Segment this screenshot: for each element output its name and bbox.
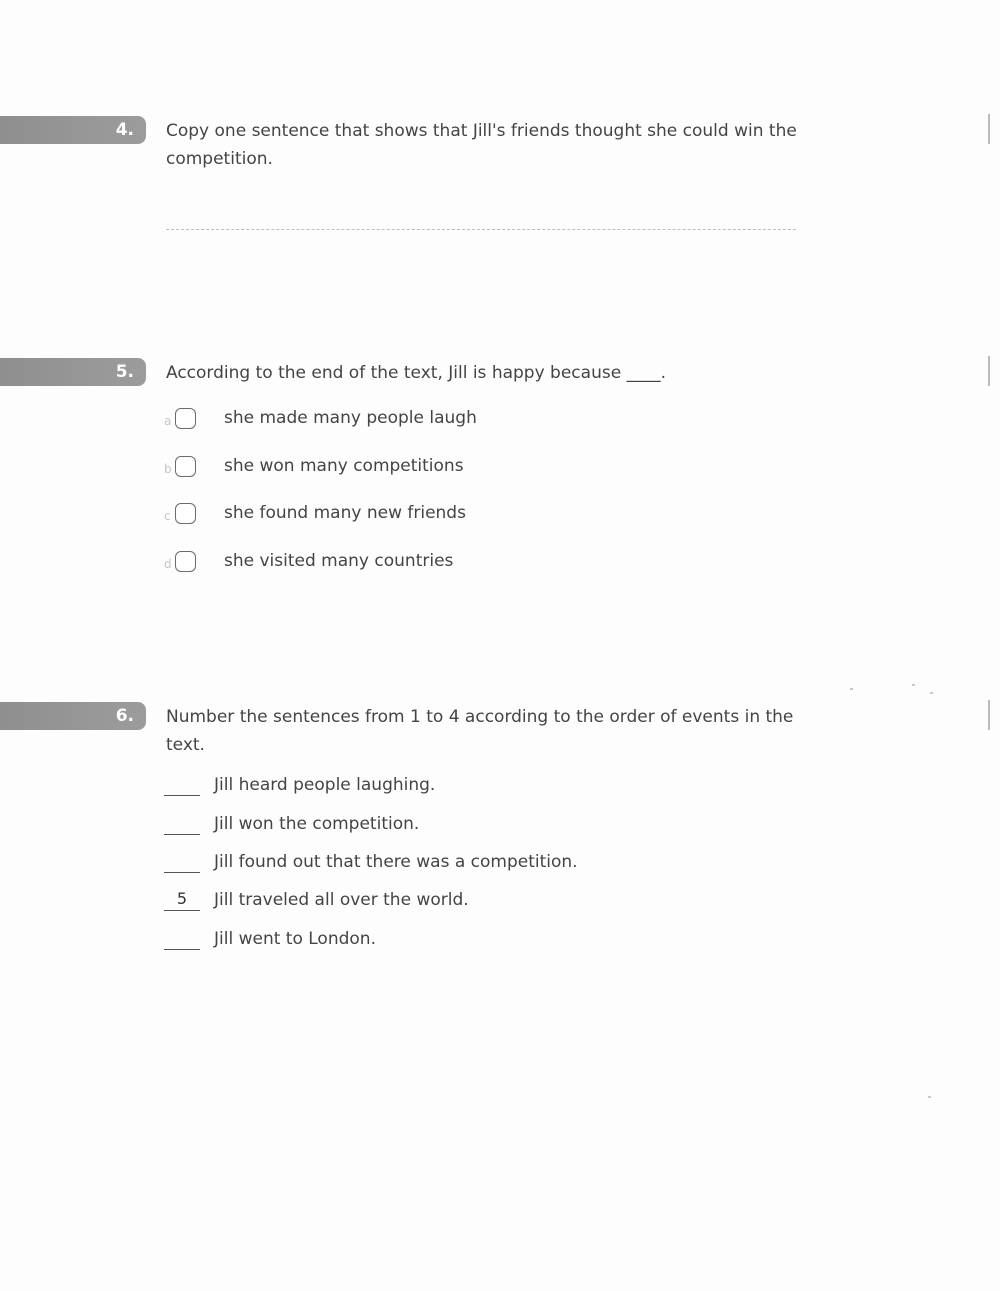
order-label: Jill traveled all over the world. (214, 890, 469, 910)
question-5-tab (0, 358, 146, 386)
scan-speck (850, 688, 853, 690)
question-number: 4. (115, 120, 134, 140)
prompt-line: competition. (166, 149, 273, 169)
order-blank[interactable] (164, 927, 200, 950)
prompt-line: text. (166, 735, 205, 755)
prompt-line: Copy one sentence that shows that Jill's friends thought she could win the (166, 121, 797, 141)
scan-edge-mark (988, 700, 990, 730)
scan-edge-mark (988, 114, 990, 144)
option-label: she found many new friends (224, 503, 466, 523)
order-blank[interactable] (164, 812, 200, 835)
option-label: she won many competitions (224, 456, 464, 476)
checkbox[interactable] (175, 551, 196, 572)
order-item (164, 850, 764, 878)
order-label: Jill found out that there was a competition. (214, 852, 578, 872)
order-label: Jill went to London. (214, 929, 376, 949)
option-d[interactable] (164, 549, 664, 577)
question-number: 5. (115, 362, 134, 382)
option-letter: c (164, 509, 171, 523)
checkbox[interactable] (175, 456, 196, 477)
question-4-tab (0, 116, 146, 144)
order-label: Jill won the competition. (214, 814, 420, 834)
option-a[interactable] (164, 406, 664, 434)
order-label: Jill heard people laughing. (214, 775, 436, 795)
question-6-tab (0, 702, 146, 730)
prompt-line: Number the sentences from 1 to 4 according to the order of events in the (166, 707, 794, 727)
order-blank[interactable] (164, 850, 200, 873)
option-label: she visited many countries (224, 551, 454, 571)
order-item (164, 812, 764, 840)
option-letter: d (164, 557, 172, 571)
scan-speck (912, 684, 915, 686)
checkbox[interactable] (175, 408, 196, 429)
question-6-prompt (166, 703, 846, 759)
question-4-answer-line[interactable] (166, 229, 796, 230)
checkbox[interactable] (175, 503, 196, 524)
question-4-prompt (166, 117, 846, 173)
option-letter: b (164, 462, 172, 476)
scan-speck (930, 692, 933, 694)
option-letter: a (164, 414, 172, 428)
scan-edge-mark (988, 356, 990, 386)
order-blank[interactable]: 5 (164, 888, 200, 911)
scan-speck (928, 1096, 931, 1098)
option-b[interactable] (164, 454, 664, 482)
option-label: she made many people laugh (224, 408, 477, 428)
order-blank[interactable] (164, 773, 200, 796)
order-item (164, 927, 764, 955)
question-5-prompt: According to the end of the text, Jill is happy because ____. (166, 363, 666, 383)
option-c[interactable] (164, 501, 664, 529)
order-item (164, 888, 764, 916)
question-number: 6. (115, 706, 134, 726)
order-item (164, 773, 764, 801)
